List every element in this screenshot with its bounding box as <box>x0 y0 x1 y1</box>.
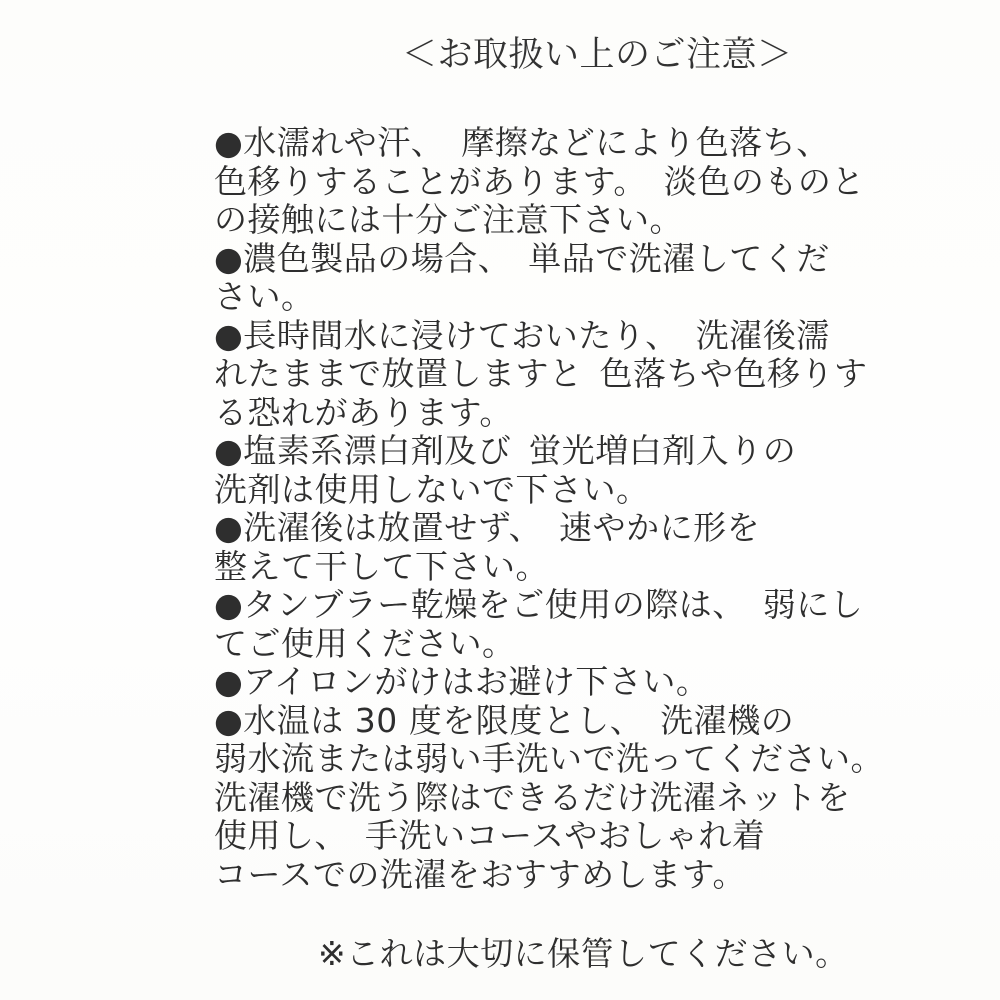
text-line: 整えて干して下さい。 <box>214 546 549 586</box>
text-line: ●長時間水に浸けておいたり、 洗濯後濡 <box>214 315 830 355</box>
text-line: 色移りすることがあります。 淡色のものと <box>214 161 865 201</box>
instruction-item <box>214 509 814 586</box>
instruction-item <box>214 585 864 663</box>
text-line: ●タンブラー乾燥をご使用の際は、 弱にし <box>214 585 864 624</box>
text-line: てご使用ください。 <box>214 623 516 663</box>
text-line: の接触には十分ご注意下さい。 <box>214 200 683 239</box>
text-line: ●濃色製品の場合、 単品で洗濯してくだ <box>214 238 830 278</box>
instruction-item <box>214 432 814 509</box>
instruction-item <box>214 315 868 433</box>
text-line: ●水濡れや汗、 摩擦などにより色落ち、 <box>214 123 830 162</box>
text-line: ●洗濯後は放置せず、 速やかに形を <box>214 508 761 547</box>
text-line: ●アイロンがけはお避け下さい。 <box>214 662 710 701</box>
text-line: 洗剤は使用しないで下さい。 <box>214 469 650 509</box>
instruction-item <box>214 238 830 317</box>
text-line: 弱水流または弱い手洗いで洗ってください。 <box>214 739 884 778</box>
care-instructions-list <box>214 123 884 894</box>
page-title: ＜お取扱い上のご注意＞ <box>402 35 793 75</box>
text-line: ●塩素系漂白剤及び 蛍光増白剤入りの <box>214 431 797 470</box>
text-line: さい。 <box>214 277 315 316</box>
instruction-item <box>214 123 865 240</box>
instruction-item <box>214 700 884 895</box>
storage-note: ※これは大切に保管してください。 <box>318 934 849 973</box>
text-line: コースでの洗濯をおすすめします。 <box>214 854 747 894</box>
text-line: 使用し、 手洗いコースやおしゃれ着 <box>214 816 766 855</box>
text-line: 洗濯機で洗う際はできるだけ洗濯ネットを <box>214 777 851 817</box>
text-line: る恐れがあります。 <box>214 392 513 432</box>
text-line: れたままで放置しますと 色落ちや色移りす <box>214 354 868 393</box>
text-line: ●水温は 30 度を限度とし、 洗濯機の <box>214 700 795 740</box>
instruction-item <box>214 663 814 702</box>
